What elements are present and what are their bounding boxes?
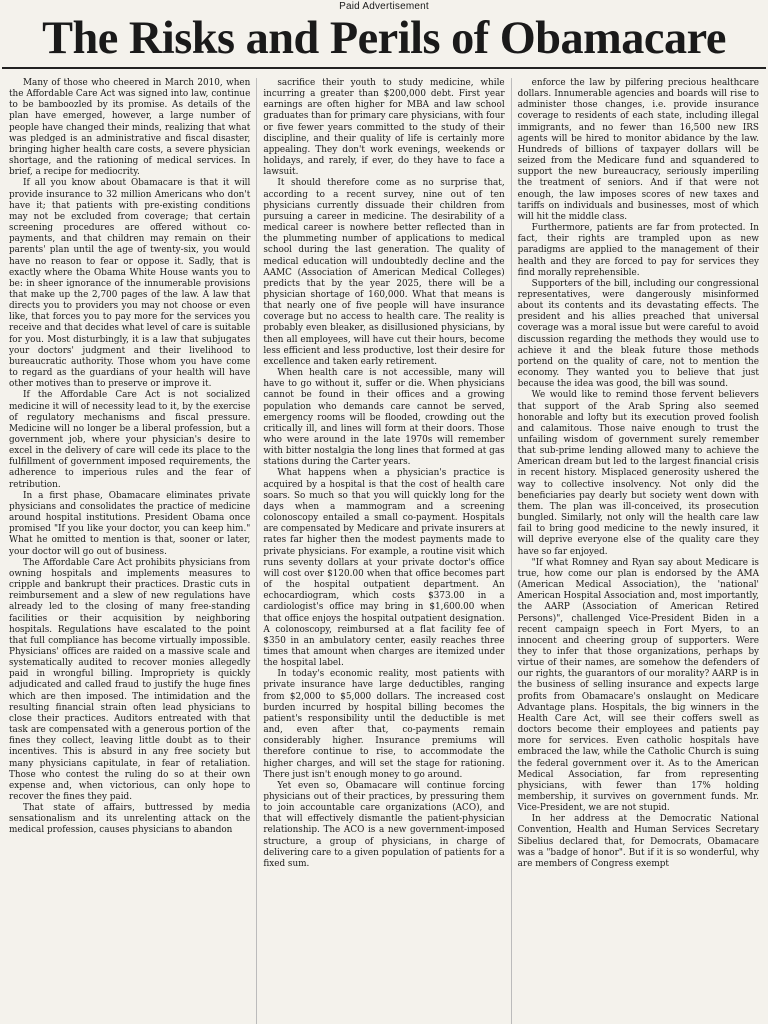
article-paragraph: When health care is not accessible, many will have to go without it, suffer or die. When physicians cannot be found in their offices and a growing population who demands care cannot be served, emergency rooms will be flooded, crowding out the critically ill, and lines will form at their doors. Those who were around in the late 1970s will remember with bitter nostalgia the long lines that formed at gas stations during the Carter years. <box>263 368 505 468</box>
article-column-1 <box>3 78 256 1024</box>
article-paragraph: The Affordable Care Act prohibits physicians from owning hospitals and implements measures to cripple and bankrupt their practices. Drastic cuts in reimbursement and a slew of new regulations have already led to the closing of many free-standing facilities or their acquisition by neighboring hospitals. Regulations have escalated to the point that full compliance has become virtually impossible. Physicians' offices are raided on a massive scale and systematically audited to recover monies allegedly paid in wrongful billing. Impropriety is quickly adjudicated and called fraud to justify the huge fines which are then imposed. The intimidation and the resulting financial strain often lead physicians to close their practices. Auditors entreated with that task are compensated with a generous portion of the fines they collect, leaving little doubt as to their incentives. This is absurd in any free society but many physicians capitulate, in fear of retaliation. Those who contest the ruling do so at their own expense and, when victorious, can only hope to recover the fines they paid. <box>9 557 251 802</box>
article-paragraph: Many of those who cheered in March 2010, when the Affordable Care Act was signed into law, continue to be bamboozled by its promise. As details of the plan have emerged, however, a large number of people have changed their minds, realizing that what was pledged is an administrative and fiscal disaster, bringing higher health care costs, a severe physician shortage, and the rationing of medical services. In brief, a recipe for mediocrity. <box>9 78 251 178</box>
article-column-2 <box>256 78 510 1024</box>
article-columns <box>3 78 765 1024</box>
paid-advertisement-label: Paid Advertisement <box>339 1 429 12</box>
article-column-3 <box>511 78 765 1024</box>
article-paragraph: Supporters of the bill, including our congressional representatives, were dangerously misinformed about its contents and its devastating effects. The president and his allies preached that universal coverage was a moral issue but were careful to avoid discussion regarding the methods they would use to achieve it and the bleak future those methods portend on the quality of care, not to mention the economy. They wanted you to believe that just because the idea was good, the bill was sound. <box>517 278 759 390</box>
page-headline: The Risks and Perils of Obamacare <box>42 12 726 64</box>
article-paragraph: In her address at the Democratic National Convention, Health and Human Services Secretary Sibelius declared that, for Democrats, Obamacare was a "badge of honor". But if it is so wonderful, why are members of Congress exempt <box>517 814 759 869</box>
article-paragraph: enforce the law by pilfering precious healthcare dollars. Innumerable agencies and boards will rise to administer those changes, i.e. provide insurance coverage to residents of each state, including illegal immigrants, and no fewer than 16,500 new IRS agents will be hired to monitor abidance by the law. Hundreds of billions of taxpayer dollars will be seized from the Medicare fund and squandered to support the new bureaucracy, seriously imperiling the treatment of seniors. And if that were not enough, the law imposes scores of new taxes and tariffs on individuals and businesses, most of which will hit the middle class. <box>517 78 759 222</box>
article-paragraph: Furthermore, patients are far from protected. In fact, their rights are trampled upon as new paradigms are applied to the management of their health and they are forced to pay for services they find morally reprehensible. <box>517 223 759 278</box>
article-paragraph: Yet even so, Obamacare will continue forcing physicians out of their practices, by pressuring them to join accountable care organizations (ACO), and that will effectively dismantle the patient-physician relationship. The ACO is a new government-imposed structure, a group of physicians, in charge of delivering care to a given population of patients for a fixed sum. <box>263 780 505 869</box>
article-paragraph: In a first phase, Obamacare eliminates private physicians and consolidates the practice of medicine around hospital institutions. President Obama once promised "If you like your doctor, you can keep him." What he omitted to mention is that, sooner or later, your doctor will go out of business. <box>9 490 251 557</box>
article-paragraph: sacrifice their youth to study medicine, while incurring a greater than $200,000 debt. First year earnings are often higher for MBA and law school graduates than for primary care physicians, with four or five fewer years committed to the study of their discipline, and their quality of life is certainly more appealing. They don't work evenings, weekends or holidays, and rarely, if ever, do they have to face a lawsuit. <box>263 78 505 178</box>
article-paragraph: We would like to remind those fervent believers that support of the Arab Spring also seemed honorable and lofty but its execution proved foolish and calamitous. Those naive enough to trust the unfailing wisdom of government surely remember that sub-prime lending allowed many to achieve the American dream but led to the largest financial crisis in recent history. Misplaced generosity ushered the way to collective insolvency. Not only did the beneficiaries pay dearly but society went down with them. The plan was ill-conceived, its prosecution bungled. Similarly, not only will the health care law fail to bring good medicine to the newly insured, it will deprive everyone else of the quality care they have so far enjoyed. <box>517 390 759 557</box>
article-paragraph: In today's economic reality, most patients with private insurance have large deductibles, ranging from $2,000 to $5,000 dollars. The increased cost burden incurred by hospital billing becomes the patient's responsibility until the deductible is met and, even after that, co-payments remain considerably higher. Insurance premiums will therefore continue to rise, to accommodate the higher charges, and will set the stage for rationing. There just isn't enough money to go around. <box>263 669 505 780</box>
article-paragraph: If the Affordable Care Act is not socialized medicine it will of necessity lead to it, by the exercise of regulatory mechanisms and fiscal pressure. Medicine will no longer be a liberal profession, but a government job, where your physician's desire to excel in the delivery of care will cede its place to the fulfillment of government imposed requirements, the adherence to imperious rules and the fear of retribution. <box>9 390 251 490</box>
article-paragraph: What happens when a physician's practice is acquired by a hospital is that the cost of health care soars. So much so that you will quickly long for the days when a mammogram and a screening colonoscopy entailed a small co-payment. Hospitals are compensated by Medicare and private insurers at rates far higher then the modest payments made to private physicians. For example, a routine visit which runs seventy dollars at your private doctor's office will cost over $120.00 when that office becomes part of the hospital outpatient department. An echocardiogram, which costs $373.00 in a cardiologist's office may bring in $1,600.00 when that office enjoys the hospital outpatient designation. A colonoscopy, reimbursed at a flat facility fee of $350 in an ambulatory center, easily reaches three times that amount when charges are itemized under the hospital label. <box>263 468 505 669</box>
headline-rule <box>2 67 766 69</box>
article-paragraph: If all you know about Obamacare is that it will provide insurance to 32 million Americans who don't have it; that patients with pre-existing conditions may not be excluded from coverage; that certain screening procedures are offered without co-payments, and that children may remain on their parents' plan until the age of twenty-six, you would have no reason to fear or oppose it. Sadly, that is exactly where the Obama White House wants you to be: in sheer ignorance of the innumerable provisions that make up the 2,700 pages of the law. A law that directs you to providers you may not choose or even like, that forces you to pay more for the services you receive and that decides what level of care is suitable for you. Most disturbingly, it is a law that subjugates your doctors' judgment and their livelihood to bureaucratic authority. Those whom you have come to regard as the guardians of your health will have other motives than to preserve or improve it. <box>9 178 251 390</box>
article-paragraph: "If what Romney and Ryan say about Medicare is true, how come our plan is endorsed by the AMA (American Medical Association), the 'national' American Hospital Association and, most importantly, the AARP (Association of American Retired Persons)", challenged Vice-President Biden in a recent campaign speech in Fort Myers, to an innocent and cheering group of supporters. Were they to infer that those organizations, perhaps by virtue of their names, are somehow the defenders of our rights, the guarantors of our morality? AARP is in the business of selling insurance and expects large profits from Obamacare's onslaught on Medicare Advantage plans. Hospitals, the big winners in the Health Care Act, will see their coffers swell as doctors become their employees and patients pay more for services. Even catholic hospitals have embraced the law, while the Catholic Church is suing the federal government over it. As to the American Medical Association, far from representing physicians, with fewer than 17% holding membership, it survives on government funds. Mr. Vice-President, we are not stupid. <box>517 557 759 814</box>
article-paragraph: It should therefore come as no surprise that, according to a recent survey, nine out of ten physicians currently dissuade their children from pursuing a career in medicine. The desirability of a medical career is nowhere better reflected than in the plummeting number of applications to medical school during the last generation. The quality of medical education will undoubtedly decline and the AAMC (Association of American Medical Colleges) predicts that by the year 2025, there will be a physician shortage of 160,000. What that means is that nearly one of five people will have insurance coverage but no access to health care. The reality is probably even bleaker, as disillusioned physicians, by then all employees, will have cut their hours, become less efficient and less productive, lost their desire for excellence and taken early retirement. <box>263 178 505 367</box>
article-paragraph: That state of affairs, buttressed by media sensationalism and its unrelenting attack on the medical profession, causes physicians to abandon <box>9 803 251 836</box>
